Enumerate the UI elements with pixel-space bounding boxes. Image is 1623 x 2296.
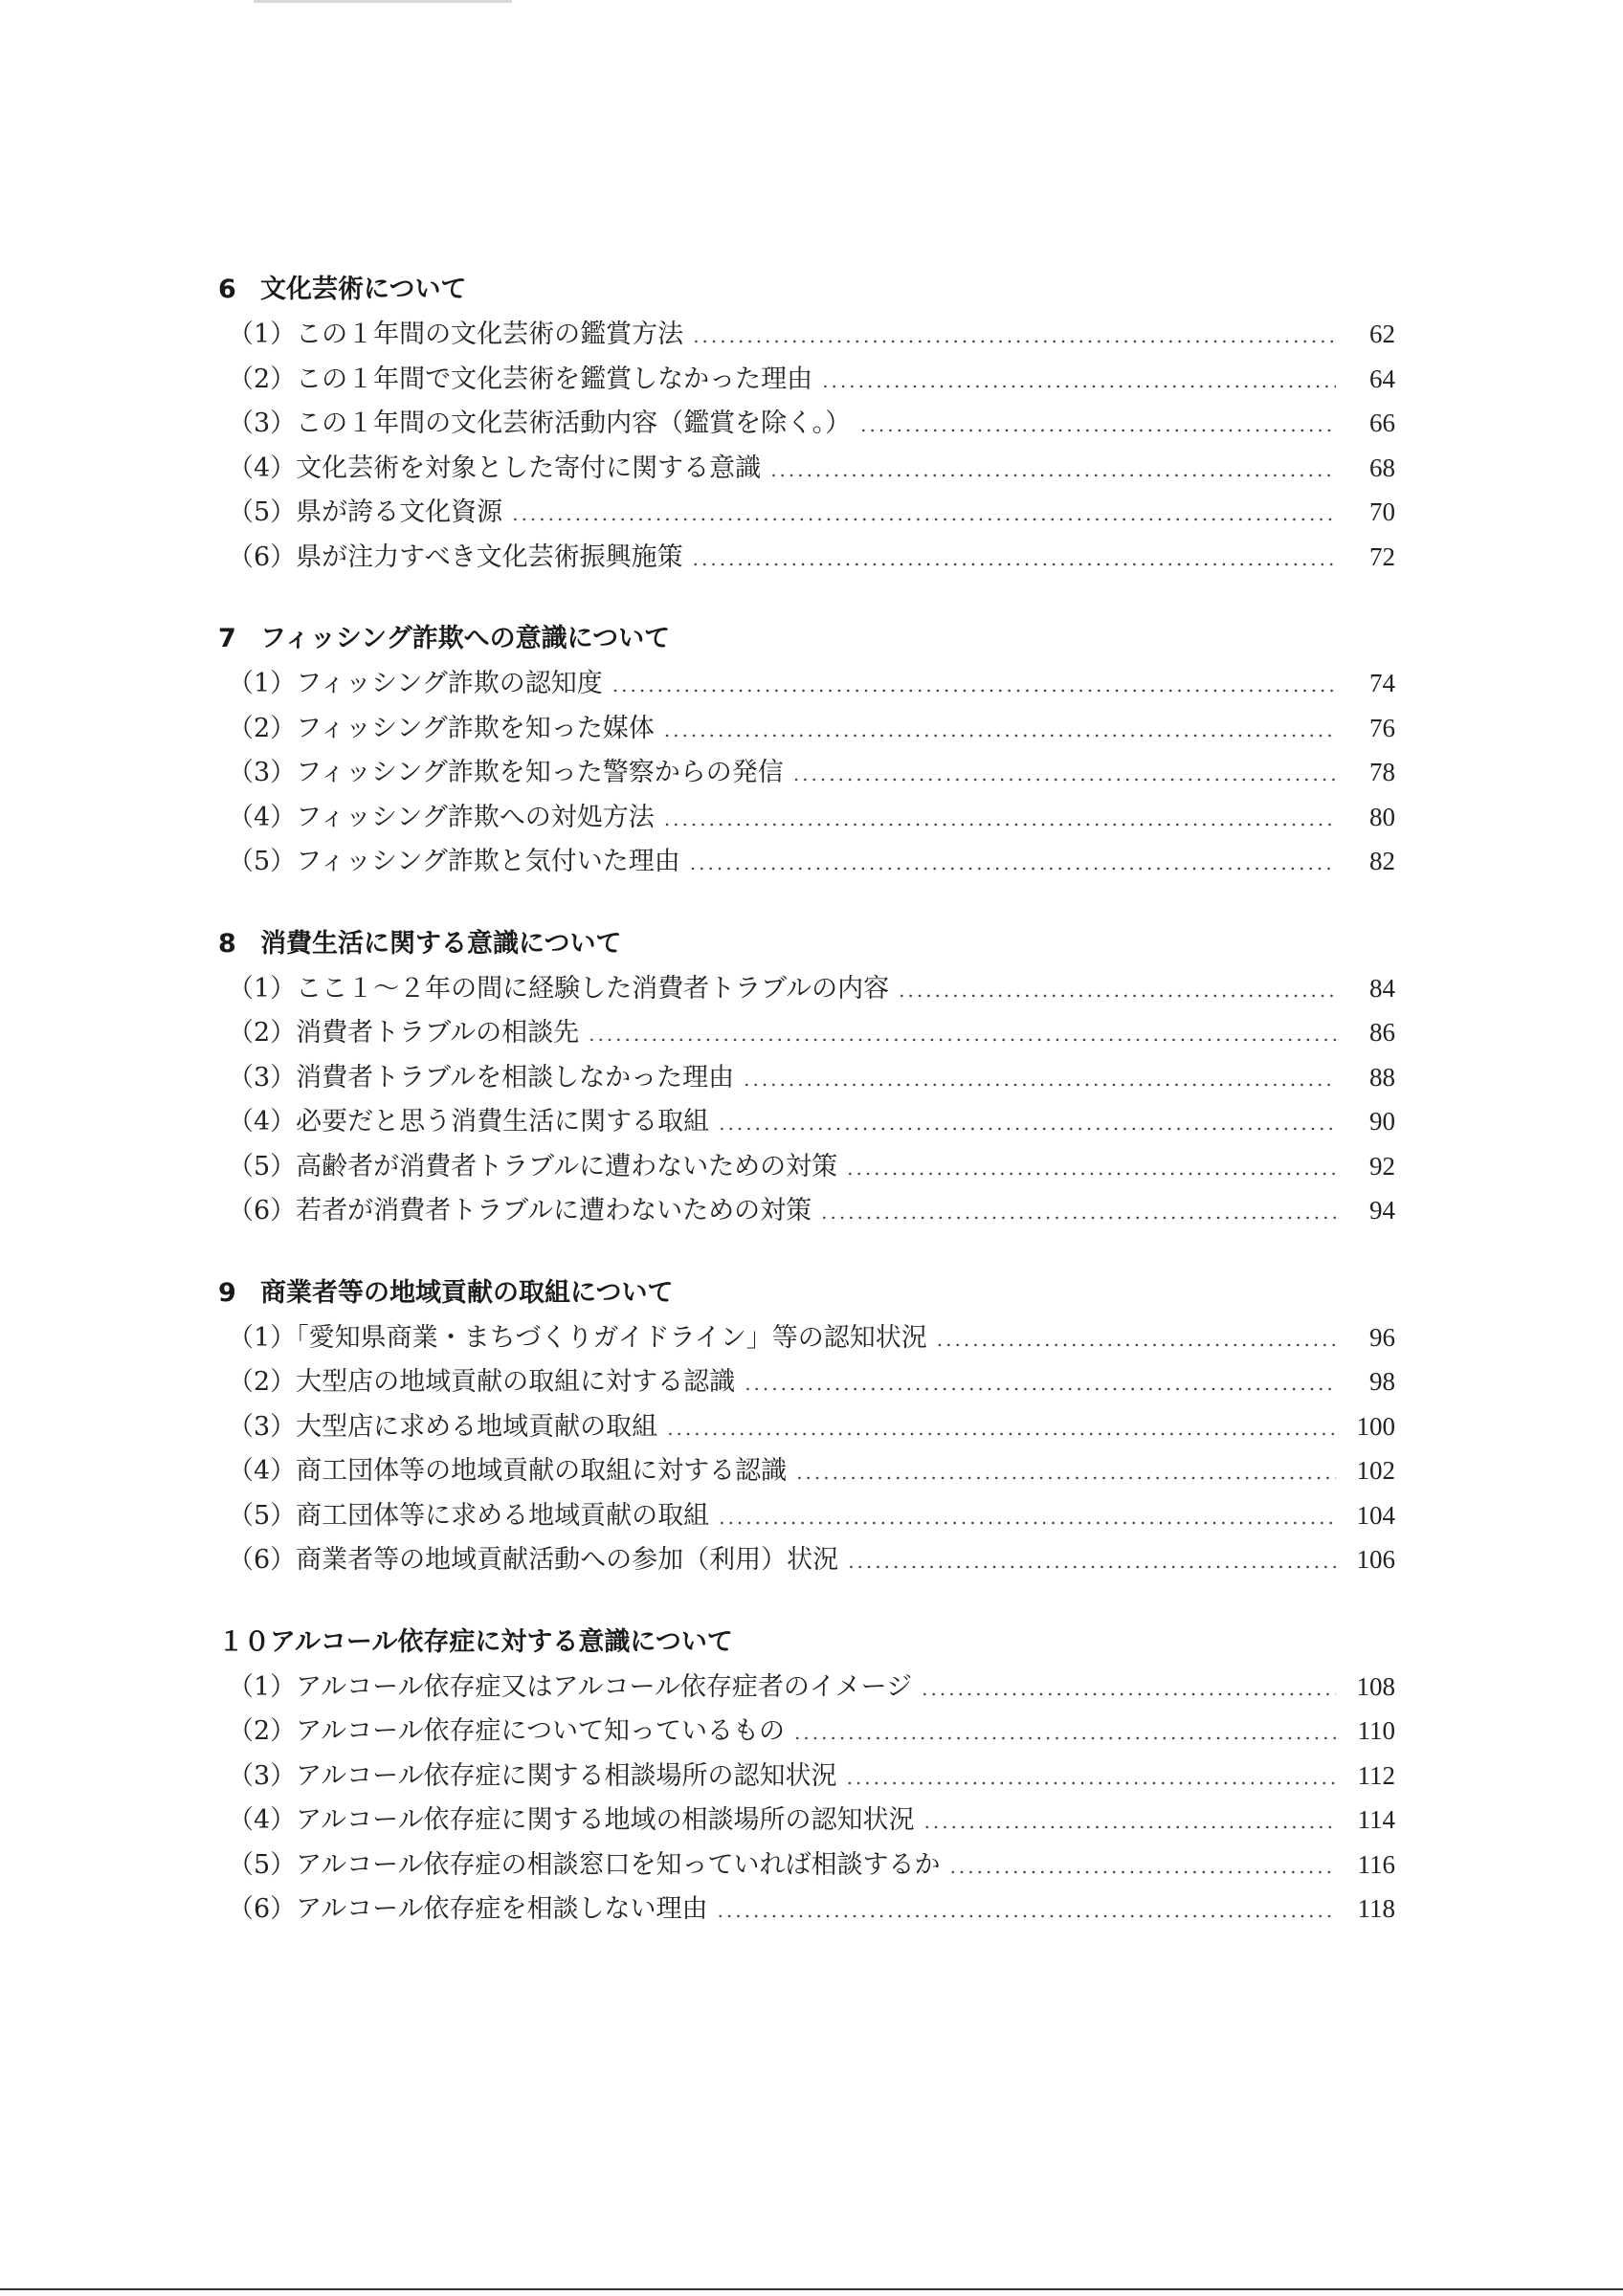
dot-leader bbox=[612, 663, 1336, 708]
toc-entry[interactable] bbox=[218, 1843, 1395, 1888]
toc-page-number: 62 bbox=[1369, 320, 1395, 348]
dot-leader bbox=[848, 1539, 1336, 1584]
toc-entry[interactable] bbox=[218, 1144, 1395, 1189]
toc-entry-label: （4）文化芸術を対象とした寄付に関する意識 bbox=[228, 453, 762, 483]
toc-page-number: 90 bbox=[1369, 1107, 1395, 1136]
section-title-text: 消費生活に関する意識について bbox=[260, 928, 622, 959]
toc-entry-label: （1）「愛知県商業・まちづくりガイドライン」等の認知状況 bbox=[228, 1322, 927, 1353]
toc-page-number: 94 bbox=[1369, 1196, 1395, 1225]
dot-leader bbox=[821, 1190, 1336, 1235]
toc-entry-label: （2）この１年間で文化芸術を鑑賞しなかった理由 bbox=[228, 364, 813, 394]
toc-page-number: 112 bbox=[1357, 1760, 1395, 1790]
toc-entry[interactable] bbox=[218, 1709, 1395, 1754]
toc-entry[interactable] bbox=[218, 1010, 1395, 1055]
toc-entry[interactable] bbox=[218, 1404, 1395, 1449]
toc-entry-label: （4）アルコール依存症に関する地域の相談場所の認知状況 bbox=[228, 1805, 915, 1835]
dot-leader bbox=[719, 1495, 1336, 1540]
toc-page-number: 106 bbox=[1356, 1545, 1395, 1574]
toc-entry-label: （1）フィッシング詐欺の認知度 bbox=[228, 669, 603, 698]
toc-page-number: 74 bbox=[1369, 669, 1395, 697]
toc-entry-label: （3）アルコール依存症に関する相談場所の認知状況 bbox=[228, 1760, 837, 1791]
section-number: 7 bbox=[218, 624, 236, 653]
dot-leader bbox=[794, 1711, 1336, 1755]
toc-entry-label: （3）消費者トラブルを相談しなかった理由 bbox=[228, 1062, 735, 1093]
toc-entry-label: （5）商工団体等に求める地域貢献の取組 bbox=[228, 1500, 710, 1531]
toc-entry[interactable] bbox=[218, 312, 1395, 357]
toc-entry-label: （3）この１年間の文化芸術活動内容（鑑賞を除く。） bbox=[228, 408, 852, 438]
dot-leader bbox=[924, 1799, 1336, 1844]
toc-page-number: 78 bbox=[1369, 758, 1395, 786]
toc-entry[interactable] bbox=[218, 661, 1395, 706]
toc-entry-label: （4）フィッシング詐欺への対処方法 bbox=[228, 802, 655, 832]
dot-leader bbox=[796, 1450, 1336, 1495]
toc-page-number: 100 bbox=[1356, 1411, 1395, 1441]
toc-entry[interactable] bbox=[218, 535, 1395, 580]
section-title-text: 文化芸術について bbox=[260, 275, 467, 304]
toc-page-number: 104 bbox=[1356, 1500, 1395, 1530]
dot-leader bbox=[937, 1317, 1336, 1362]
toc-page-number: 88 bbox=[1369, 1062, 1395, 1092]
dot-leader bbox=[950, 1844, 1336, 1889]
toc-page-number: 110 bbox=[1357, 1716, 1395, 1745]
toc-page-number: 68 bbox=[1369, 453, 1395, 482]
section-title-text: アルコール依存症に対する意識について bbox=[270, 1626, 733, 1657]
toc-page-number: 66 bbox=[1369, 408, 1395, 437]
toc-page-number: 70 bbox=[1369, 497, 1395, 526]
toc-entry-label: （1）ここ１～２年の間に経験した消費者トラブルの内容 bbox=[228, 973, 890, 1004]
toc-page-number: 80 bbox=[1369, 802, 1395, 831]
toc-page-number: 86 bbox=[1369, 1018, 1395, 1047]
toc-entry[interactable] bbox=[218, 490, 1395, 535]
section-title-text: 商業者等の地域貢献の取組について bbox=[260, 1277, 674, 1308]
toc-entry-label: （5）フィッシング詐欺と気付いた理由 bbox=[228, 847, 680, 876]
toc-entry-label: （6）若者が消費者トラブルに遭わないための対策 bbox=[228, 1196, 812, 1225]
toc-entry-label: （2）大型店の地域貢献の取組に対する認識 bbox=[228, 1367, 736, 1397]
dot-leader bbox=[899, 968, 1336, 1013]
dot-leader bbox=[693, 537, 1336, 582]
toc-page-number: 76 bbox=[1369, 713, 1395, 742]
toc-page-number: 116 bbox=[1357, 1849, 1395, 1879]
dot-leader bbox=[770, 448, 1336, 493]
toc-entry[interactable] bbox=[218, 1188, 1395, 1233]
scan-mark bbox=[254, 0, 512, 3]
toc-page-number: 114 bbox=[1357, 1805, 1395, 1834]
toc-entry[interactable] bbox=[218, 1798, 1395, 1843]
toc-entry-label: （1）この１年間の文化芸術の鑑賞方法 bbox=[228, 320, 684, 349]
toc-page-number: 64 bbox=[1369, 364, 1395, 393]
toc-entry[interactable] bbox=[218, 1665, 1395, 1710]
bottom-rule bbox=[0, 2288, 1623, 2290]
toc-entry[interactable] bbox=[218, 357, 1395, 402]
dot-leader bbox=[719, 1101, 1336, 1146]
section-heading bbox=[218, 1621, 1395, 1665]
toc-entry-label: （6）アルコール依存症を相談しない理由 bbox=[228, 1894, 708, 1924]
toc-section bbox=[218, 1621, 1395, 1932]
toc-entry[interactable] bbox=[218, 839, 1395, 884]
toc-entry-label: （3）大型店に求める地域貢献の取組 bbox=[228, 1411, 658, 1442]
section-heading bbox=[218, 922, 1395, 966]
toc-entry[interactable] bbox=[218, 1055, 1395, 1100]
dot-leader bbox=[664, 797, 1336, 842]
dot-leader bbox=[667, 1406, 1336, 1451]
dot-leader bbox=[793, 752, 1336, 797]
toc-entry[interactable] bbox=[218, 1493, 1395, 1538]
dot-leader bbox=[744, 1057, 1336, 1102]
toc-entry[interactable] bbox=[218, 1537, 1395, 1582]
toc-page-number: 118 bbox=[1357, 1894, 1395, 1923]
toc-entry-label: （2）アルコール依存症について知っているもの bbox=[228, 1716, 786, 1746]
toc-section bbox=[218, 617, 1395, 884]
toc-section bbox=[218, 1271, 1395, 1582]
toc-entry[interactable] bbox=[218, 966, 1395, 1011]
toc-page-number: 102 bbox=[1356, 1456, 1395, 1485]
section-number: １０ bbox=[218, 1626, 270, 1657]
table-of-contents bbox=[218, 268, 1395, 1970]
dot-leader bbox=[847, 1146, 1336, 1191]
toc-section bbox=[218, 922, 1395, 1233]
dot-leader bbox=[745, 1361, 1336, 1406]
toc-entry[interactable] bbox=[218, 1754, 1395, 1799]
toc-entry-label: （5）アルコール依存症の相談窓口を知っていれば相談するか bbox=[228, 1849, 941, 1880]
section-number: 8 bbox=[218, 928, 236, 959]
dot-leader bbox=[922, 1667, 1336, 1711]
toc-entry-label: （2）フィッシング詐欺を知った媒体 bbox=[228, 713, 655, 743]
toc-entry[interactable] bbox=[218, 1315, 1395, 1360]
toc-page-number: 72 bbox=[1369, 541, 1395, 571]
section-heading bbox=[218, 1271, 1395, 1315]
dot-leader bbox=[512, 492, 1336, 537]
toc-entry-label: （2）消費者トラブルの相談先 bbox=[228, 1018, 580, 1048]
toc-entry[interactable] bbox=[218, 1887, 1395, 1932]
dot-leader bbox=[822, 359, 1336, 404]
toc-entry-label: （5）県が誇る文化資源 bbox=[228, 497, 503, 527]
toc-entry[interactable] bbox=[218, 446, 1395, 491]
toc-page-number: 108 bbox=[1356, 1671, 1395, 1701]
toc-entry-label: （4）商工団体等の地域貢献の取組に対する認識 bbox=[228, 1456, 788, 1486]
toc-page-number: 92 bbox=[1369, 1151, 1395, 1181]
section-title-text: フィッシング詐欺への意識について bbox=[260, 624, 671, 653]
toc-page-number: 84 bbox=[1369, 973, 1395, 1003]
toc-entry[interactable] bbox=[218, 706, 1395, 751]
dot-leader bbox=[690, 841, 1336, 886]
toc-page-number: 82 bbox=[1369, 847, 1395, 875]
dot-leader bbox=[847, 1755, 1336, 1800]
section-number: 9 bbox=[218, 1277, 236, 1308]
toc-entry[interactable] bbox=[218, 1099, 1395, 1144]
toc-section bbox=[218, 268, 1395, 579]
dot-leader bbox=[589, 1012, 1336, 1057]
toc-entry-label: （4）必要だと思う消費生活に関する取組 bbox=[228, 1107, 710, 1137]
toc-entry-label: （1）アルコール依存症又はアルコール依存症者のイメージ bbox=[228, 1671, 913, 1702]
toc-entry[interactable] bbox=[218, 1359, 1395, 1404]
toc-entry-label: （3）フィッシング詐欺を知った警察からの発信 bbox=[228, 758, 784, 787]
toc-entry[interactable] bbox=[218, 1448, 1395, 1493]
dot-leader bbox=[718, 1888, 1336, 1933]
toc-entry[interactable] bbox=[218, 750, 1395, 795]
toc-entry-label: （6）商業者等の地域貢献活動への参加（利用）状況 bbox=[228, 1545, 839, 1575]
section-heading bbox=[218, 617, 1395, 661]
dot-leader bbox=[693, 314, 1336, 359]
dot-leader bbox=[664, 708, 1336, 753]
dot-leader bbox=[860, 403, 1336, 448]
section-heading bbox=[218, 268, 1395, 312]
toc-page-number: 98 bbox=[1369, 1367, 1395, 1396]
toc-page-number: 96 bbox=[1369, 1322, 1395, 1352]
section-number: 6 bbox=[218, 275, 236, 304]
toc-entry-label: （5）高齢者が消費者トラブルに遭わないための対策 bbox=[228, 1151, 838, 1181]
toc-entry[interactable] bbox=[218, 795, 1395, 840]
toc-entry[interactable] bbox=[218, 401, 1395, 446]
toc-entry-label: （6）県が注力すべき文化芸術振興施策 bbox=[228, 541, 683, 572]
